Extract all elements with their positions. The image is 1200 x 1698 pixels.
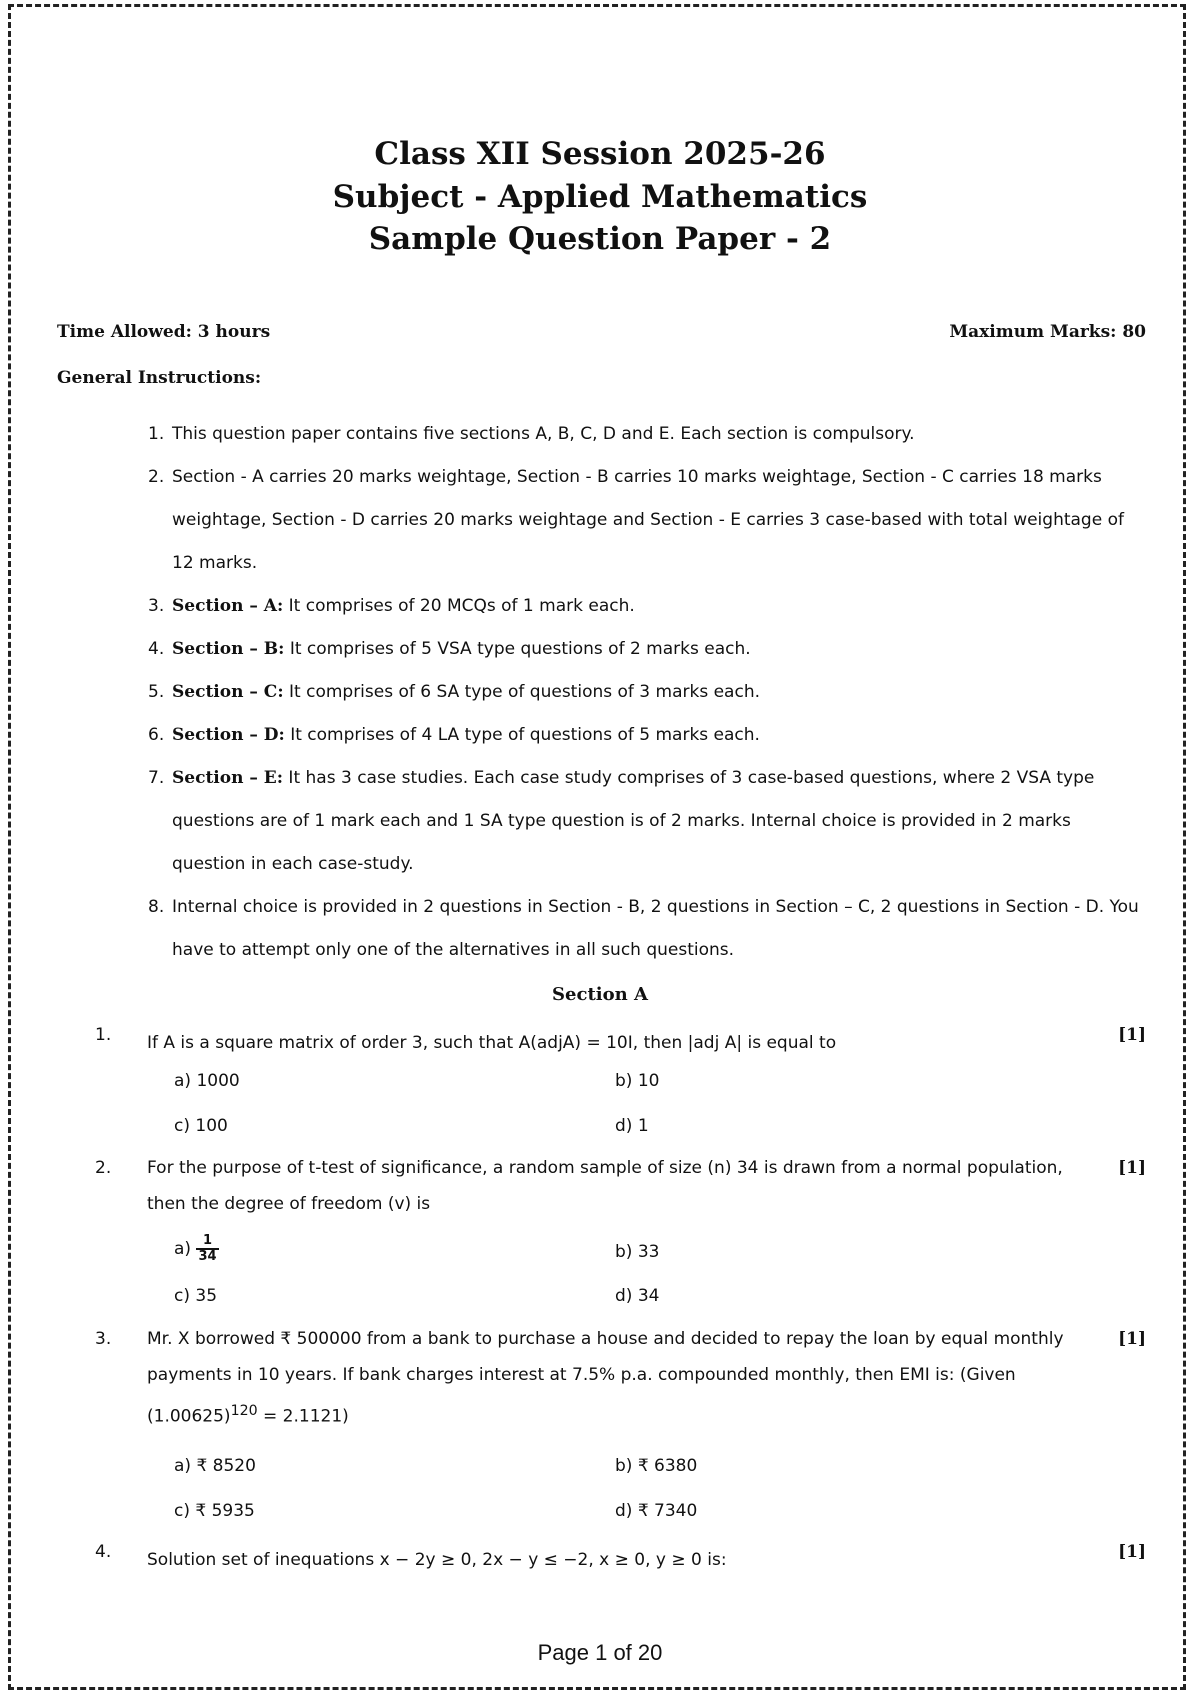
option-a: a) 1000 <box>174 1071 240 1091</box>
option-c: c) 100 <box>174 1116 228 1136</box>
question-marks: [1] <box>1118 1158 1146 1178</box>
option-c: c) 35 <box>174 1286 218 1306</box>
option-a: a) $\frac{1}{34}$ <box>174 1233 217 1264</box>
general-instructions-heading: General Instructions: <box>57 368 262 388</box>
question-text: Solution set of inequations x − 2y ≥ 0, 2x − y ≤ −2, x ≥ 0, y ≥ 0 is: <box>147 1550 727 1570</box>
question-number: 1. <box>95 1025 112 1045</box>
header-paper-title: Sample Question Paper - 2 <box>368 221 832 257</box>
question-number: 4. <box>95 1542 112 1562</box>
instruction-item: 1. This question paper contains five sections A, B, C, D and E. Each section is compulsory. <box>148 424 915 444</box>
instruction-item: 8. Internal choice is provided in 2 questions in Section - B, 2 questions in Section – C, 2 questions in Section - D. You have to attempt only one of the alternatives in all such questions. <box>148 897 1139 960</box>
header-subject: Subject - Applied Mathematics <box>332 179 868 215</box>
question-number: 3. <box>95 1329 112 1349</box>
option-d: d) 1 <box>615 1116 649 1136</box>
maximum-marks: Maximum Marks: 80 <box>949 322 1146 342</box>
option-b: b) ₹ 6380 <box>615 1456 698 1476</box>
instruction-item: 4. Section – B: It comprises of 5 VSA type questions of 2 marks each. <box>148 639 751 659</box>
time-allowed: Time Allowed: 3 hours <box>57 322 271 342</box>
question-marks: [1] <box>1118 1025 1146 1045</box>
instruction-item: 5. Section – C: It comprises of 6 SA type of questions of 3 marks each. <box>148 682 760 702</box>
instruction-item: 2. Section - A carries 20 marks weightage, Section - B carries 10 marks weightage, Section - C carries 18 marks weightage, Section - D carries 20 marks weightage and Section - E carries 3 case-based with total weightage of 12 marks. <box>148 467 1124 573</box>
section-a-title: Section A <box>552 984 648 1005</box>
option-d: d) ₹ 7340 <box>615 1501 698 1521</box>
header-class-session: Class XII Session 2025-26 <box>374 136 826 172</box>
question-marks: [1] <box>1118 1329 1146 1349</box>
instruction-item: 6. Section – D: It comprises of 4 LA type of questions of 5 marks each. <box>148 725 760 745</box>
option-b: b) 33 <box>615 1242 660 1262</box>
option-b: b) 10 <box>615 1071 660 1091</box>
question-text: Mr. X borrowed ₹ 500000 from a bank to purchase a house and decided to repay the loan by equal monthly payments in 10 years. If bank charges interest at 7.5% p.a. compounded monthly, then EMI is: (Given $(1.00625)^{120} = 2.1121$) <box>147 1329 1064 1427</box>
fraction: $\frac{1}{34}$ <box>198 1233 217 1264</box>
page-number: Page 1 of 20 <box>537 1640 663 1665</box>
option-c: c) ₹ 5935 <box>174 1501 255 1521</box>
option-a: a) ₹ 8520 <box>174 1456 256 1476</box>
instruction-item: 7. Section – E: It has 3 case studies. Each case study comprises of 3 case-based questions, where 2 VSA type questions are of 1 mark each and 1 SA type question is of 2 marks. Internal choice is provided in 2 marks question in each case-study. <box>148 768 1095 874</box>
question-marks: [1] <box>1118 1542 1146 1562</box>
option-d: d) 34 <box>615 1286 660 1306</box>
instruction-item: 3. Section – A: It comprises of 20 MCQs of 1 mark each. <box>148 596 635 616</box>
question-text: If A is a square matrix of order 3, such that A(adjA) = 10I, then |adj A| is equal to <box>147 1033 837 1053</box>
question-number: 2. <box>95 1158 112 1178</box>
question-text: For the purpose of t-test of significance, a random sample of size (n) 34 is drawn from a normal population, then the degree of freedom (v) is <box>147 1158 1063 1214</box>
instruction-list <box>0 413 1200 972</box>
